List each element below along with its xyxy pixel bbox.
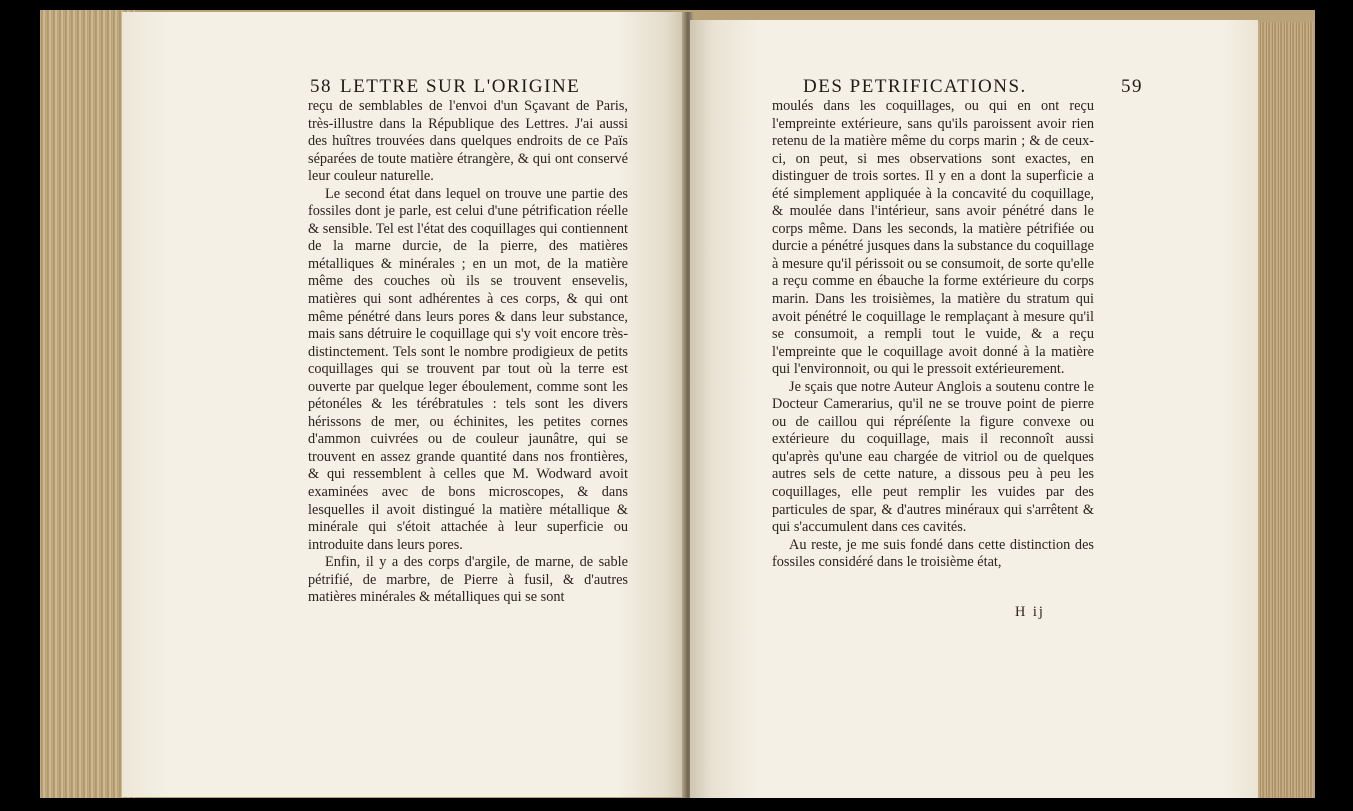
- right-body-text: [772, 98, 1094, 572]
- right-paragraph-2: Je sçais que notre Auteur Anglois a soutenu contre le Docteur Camerarius, qu'il ne se trouve point de pierre ou de caillou qui répréſente la figure convexe ou extérieure du coquillage, mais il reconnoît aussi qu'après qu'une eau chargée de vitriol ou de quelques autres sels de cette nature, a dissous peu à peu les coquillages, elle peut remplir les vuides par des particules de spar, & d'autres minéraux qui s'arrêtent & qui s'accumulent dans ces cavités.: [772, 378, 1094, 536]
- right-page-number: 59: [1121, 76, 1143, 97]
- right-head-title: DES PETRIFICATIONS.: [803, 76, 1027, 97]
- right-page: [690, 20, 1258, 798]
- right-page-edges: [1255, 22, 1313, 798]
- left-paragraph-1: reçu de semblables de l'envoi d'un Sçavant de Paris, très-illustre dans la République des Lettres. J'ai aussi des huîtres trouvées dans quelques endroits de ce Païs séparées de toute matière étrangère, & qui ont conservé leur couleur naturelle.: [308, 98, 628, 185]
- signature-mark: H ij: [1015, 604, 1045, 620]
- left-page: [122, 12, 684, 797]
- right-paragraph-1: moulés dans les coquillages, ou qui en ont reçu l'empreinte extérieure, sans qu'ils paroissent avoir rien retenu de la matière même du corps marin ; & de ceux-ci, on peut, si mes observations sont exactes, en distinguer de trois sortes. Il y en a dont la superficie a été simplement appliquée à la concavité du coquillage, & moulée dans l'intérieur, sans avoir pénétré dans le corps même. Dans les seconds, la matière pétrifiée ou durcie a pénétré jusques dans la substance du coquillage à mesure qu'il périssoit ou se consumoit, de sorte qu'elle a reçu comme en ébauche la forme extérieure du corps marin. Dans les troisièmes, la matière du stratum qui avoit pénétré le coquillage le remplaçant à mesure qu'il se consumoit, a rempli tout le vuide, & a reçu l'empreinte que le coquillage avoit donné à la matière qui l'environnoit, ou qui le pressoit extérieurement.: [772, 98, 1094, 378]
- left-paragraph-2: Le second état dans lequel on trouve une partie des fossiles dont je parle, est celui d'une pétrification réelle & sensible. Tel est l'état des coquillages qui contiennent de la marne durcie, de la pierre, des matières métalliques & minérales ; en un mot, de la matière même des couches où ils se trouvent ensevelis, matières qui sont adhérentes à ces corps, & qui ont même pénétré dans leurs pores & dans leur substance, mais sans détruire le coquillage qui s'y voit encore très-distinctement. Tels sont le nombre prodigieux de petits coquillages qui se trouvent par tout où la terre est ouverte par quelque leger éboulement, comme sont les pétonéles & les térébratules : tels sont les divers hérissons de mer, ou échinites, les petites cornes d'ammon cuivrées ou de couleur jaunâtre, qui se trouvent en assez grande quantité dans nos frontières, & qui ressemblent à celles que M. Wodward avoit examinées avec de bons microscopes, & dans lesquelles il avoit distingué la matière métallique & minérale qui s'étoit attachée à leur superficie ou introduite dans leurs pores.: [308, 185, 628, 553]
- left-page-number: 58: [310, 76, 332, 97]
- right-paragraph-3: Au reste, je me suis fondé dans cette distinction des fossiles considéré dans le troisième état,: [772, 536, 1094, 571]
- left-body-text: [308, 98, 628, 607]
- left-head-title: LETTRE SUR L'ORIGINE: [340, 76, 581, 97]
- left-paragraph-3: Enfin, il y a des corps d'argile, de marne, de sable pétrifié, de marbre, de Pierre à fusil, & d'autres matières minérales & métalliques qui se sont: [308, 554, 628, 606]
